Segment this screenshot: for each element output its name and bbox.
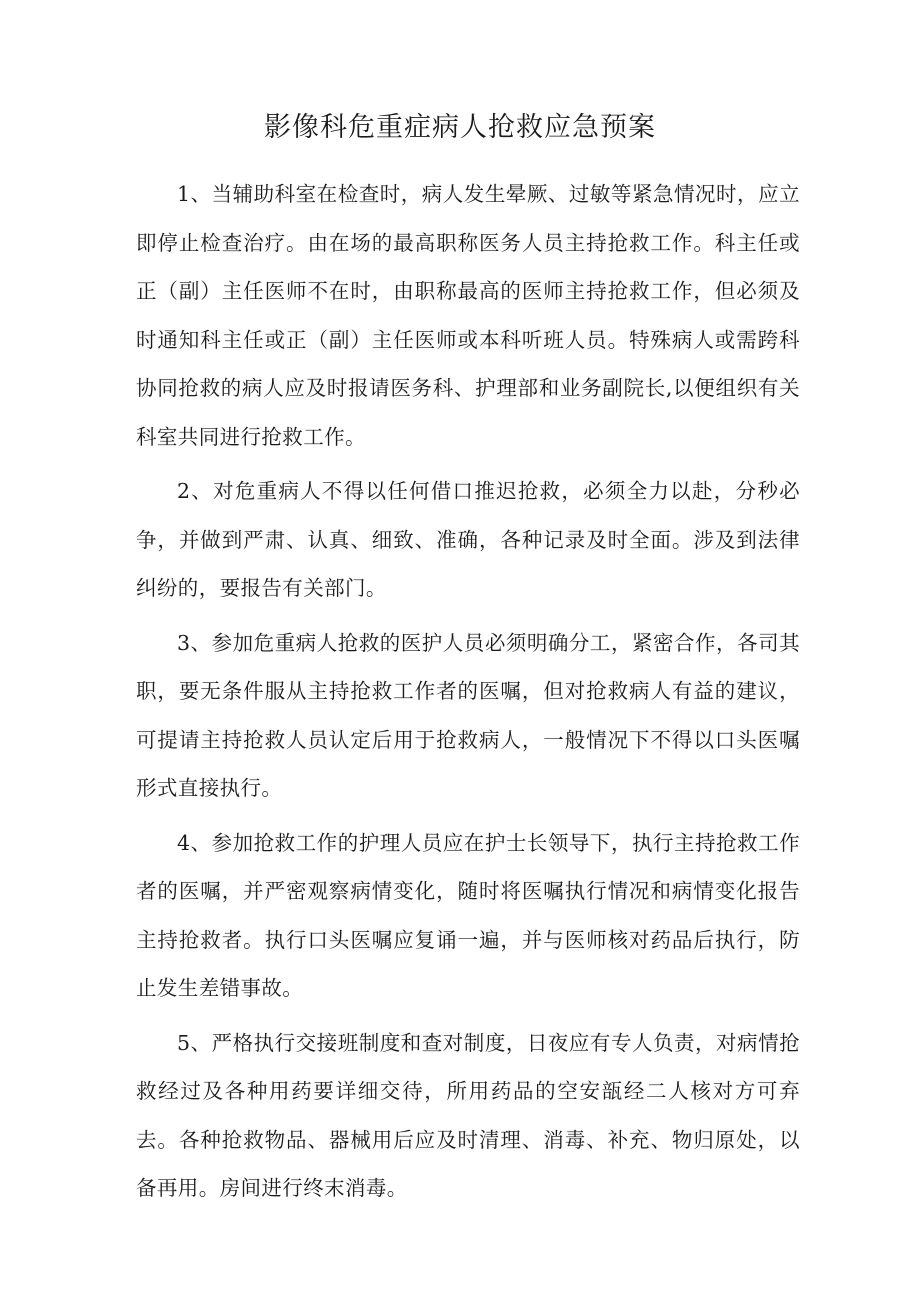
document-body	[136, 170, 800, 1219]
paragraph-1: 1、当辅助科室在检查时，病人发生晕厥、过敏等紧急情况时，应立即停止检查治疗。由在场的最高职称医务人员主持抢救工作。科主任或正（副）主任医师不在时，由职称最高的医师主持抢救工作，但必须及时通知科主任或正（副）主任医师或本科听班人员。特殊病人或需跨科协同抢救的病人应及时报请医务科、护理部和业务副院长,以便组织有关科室共同进行抢救工作。	[136, 182, 800, 449]
paragraph-2: 2、对危重病人不得以任何借口推迟抢救，必须全力以赴，分秒必争，并做到严肃、认真、细致、准确，各种记录及时全面。涉及到法律纠纷的，要报告有关部门。	[136, 479, 800, 600]
paragraph-3: 3、参加危重病人抢救的医护人员必须明确分工，紧密合作，各司其职，要无条件服从主持抢救工作者的医嘱，但对抢救病人有益的建议，可提请主持抢救人员认定后用于抢救病人，一般情况下不得以口头医嘱形式直接执行。	[136, 630, 800, 800]
paragraph-5: 5、严格执行交接班制度和查对制度，日夜应有专人负责，对病情抢救经过及各种用药要详细交待，所用药品的空安瓿经二人核对方可弃去。各种抢救物品、器械用后应及时清理、消毒、补充、物归原处，以备再用。房间进行终末消毒。	[136, 1030, 800, 1200]
page-title: 影像科危重症病人抢救应急预案	[264, 112, 656, 143]
paragraph-4: 4、参加抢救工作的护理人员应在护士长领导下，执行主持抢救工作者的医嘱，并严密观察病情变化，随时将医嘱执行情况和病情变化报告主持抢救者。执行口头医嘱应复诵一遍，并与医师核对药品后执行，防止发生差错事故。	[136, 830, 800, 1000]
